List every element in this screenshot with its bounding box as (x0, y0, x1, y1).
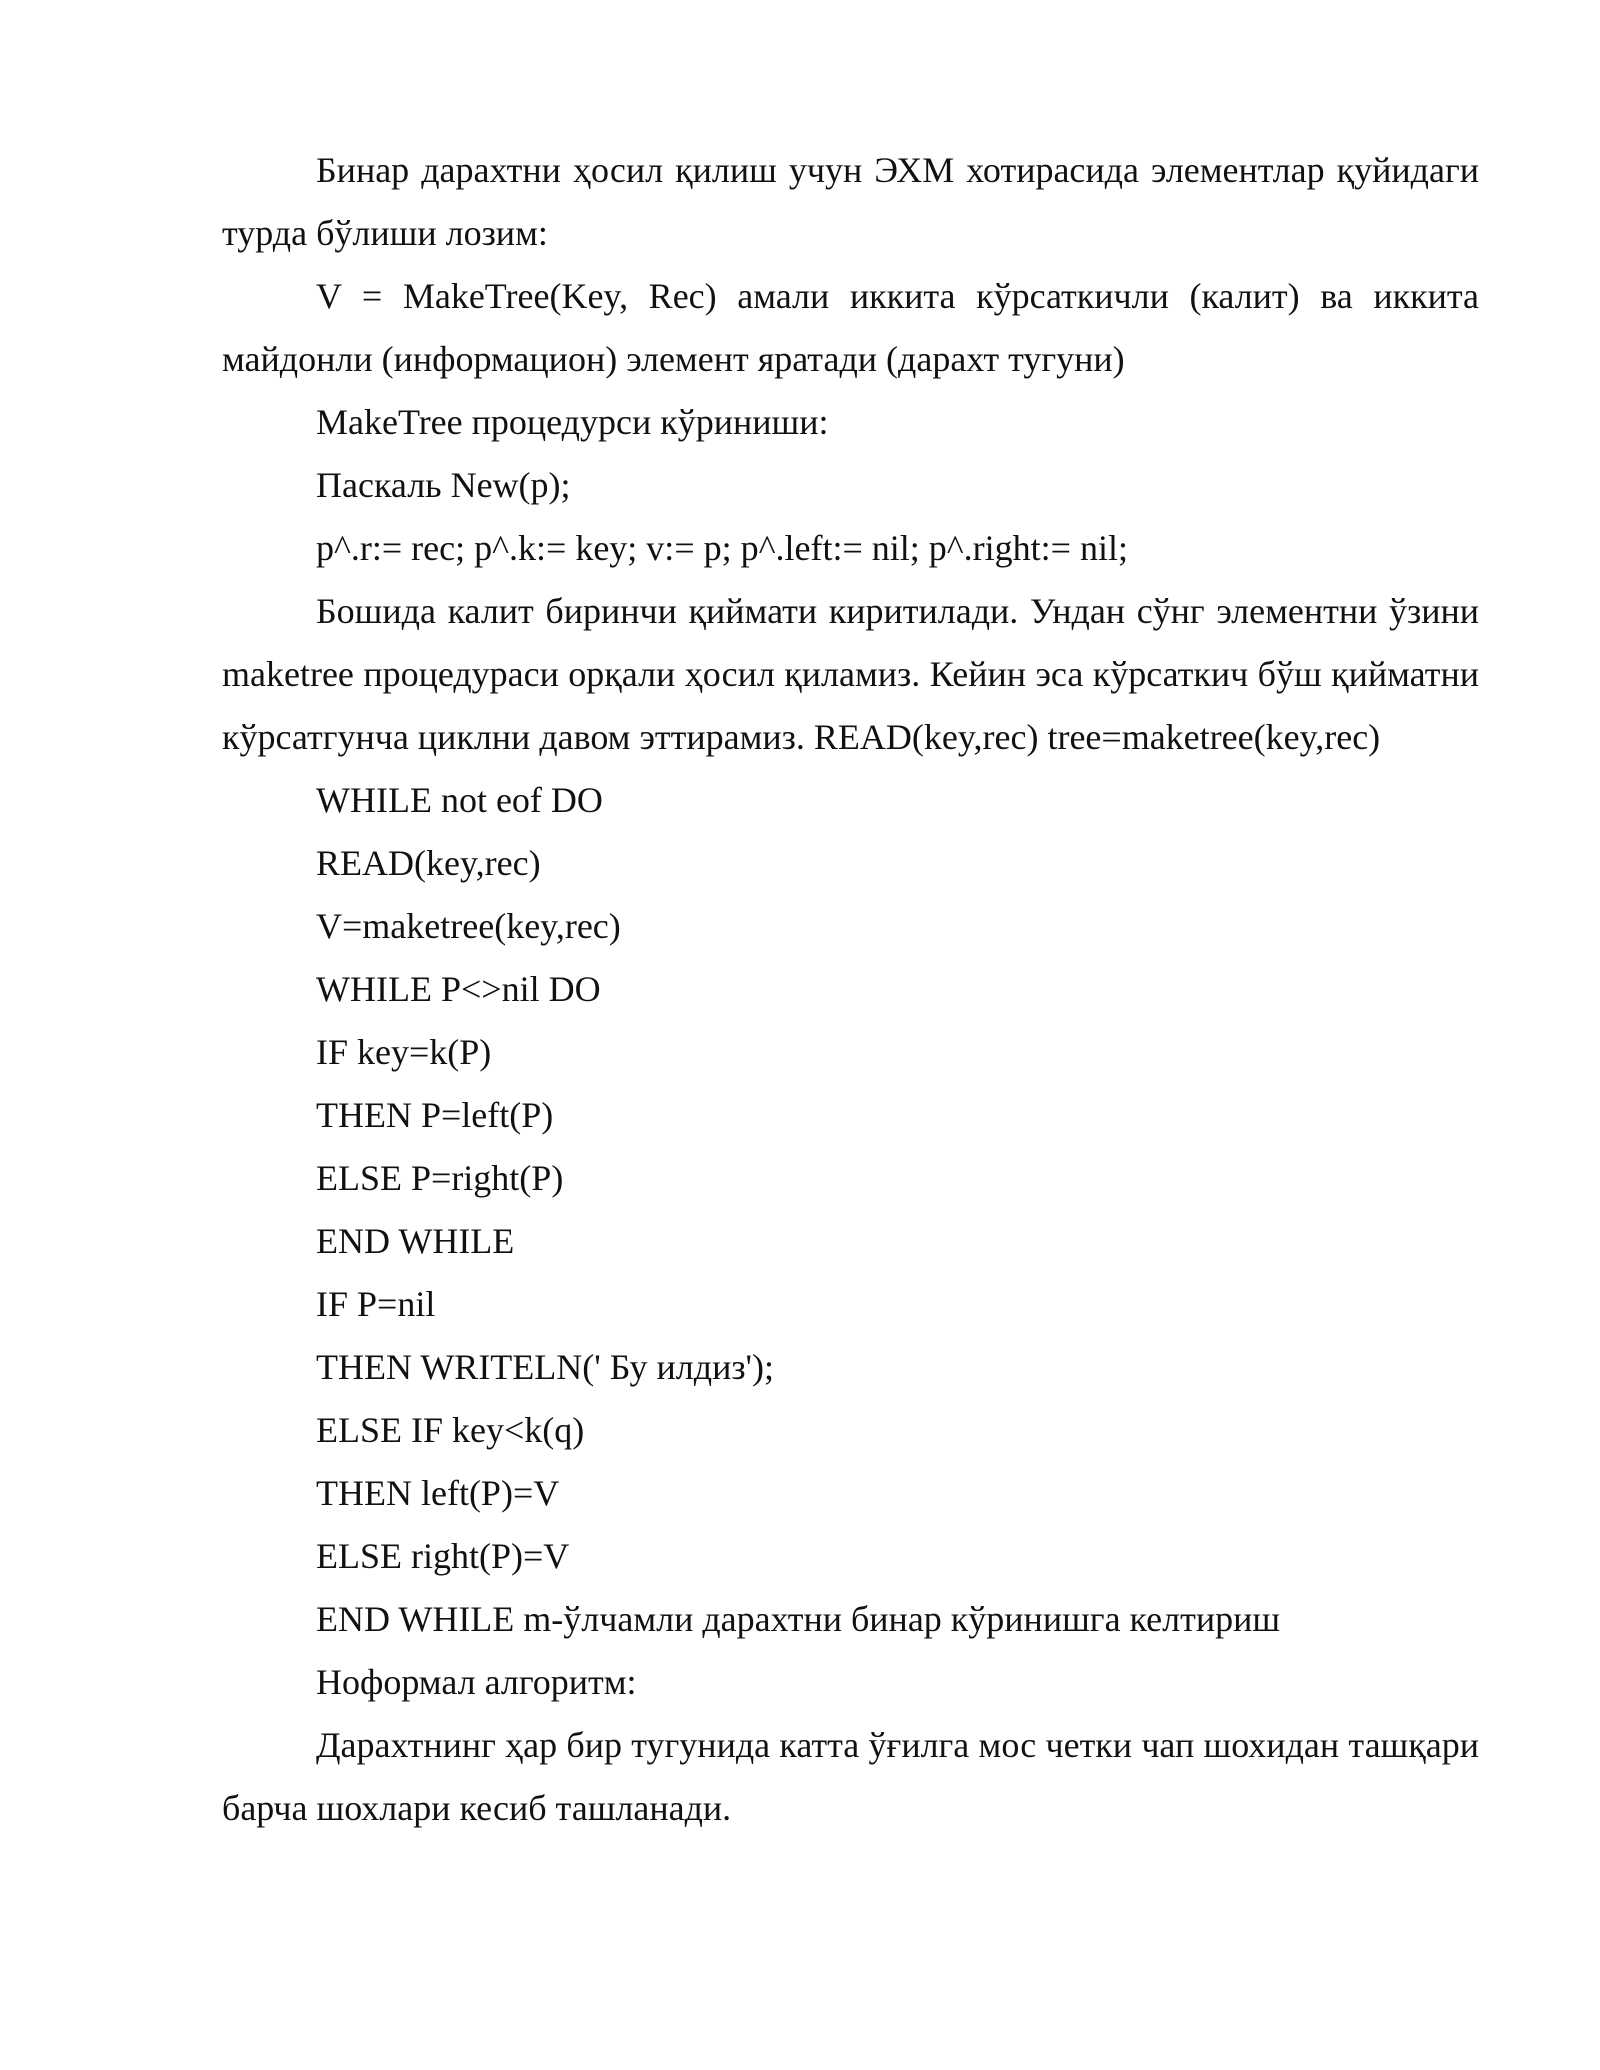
paragraph: Бинар дарахтни ҳосил қилиш учун ЭХМ хотирасида элементлар қуйидаги турда бўлиши лозим: (222, 150, 1479, 253)
text-line: MakeTree процедурси кўриниши: (316, 402, 829, 442)
code-line: WHILE P<>nil DO (316, 969, 601, 1009)
code-line: THEN WRITELN(' Бу илдиз'); (316, 1347, 775, 1387)
code-line: V=maketree(key,rec) (316, 906, 621, 946)
code-line: IF P=nil (316, 1284, 436, 1324)
paragraph: V = MakeTree(Key, Rec) амали иккита кўрсаткичли (калит) ва иккита майдонли (информацион) элемент яратади (дарахт тугуни) (222, 276, 1479, 379)
text-line: Паскаль New(p); (316, 465, 571, 505)
code-line: ELSE right(P)=V (316, 1536, 570, 1576)
code-line: IF key=k(P) (316, 1032, 492, 1072)
code-line: WHILE not eof DO (316, 780, 603, 820)
paragraph: Бошида калит биринчи қиймати киритилади. Ундан сўнг элементни ўзини maketree процедураси орқали ҳосил қиламиз. Кейин эса кўрсаткич бўш қийматни кўрсатгунча циклни давом эттирамиз. READ(key,rec) tree=maketree(key,rec) (222, 591, 1479, 757)
code-line: THEN left(P)=V (316, 1473, 560, 1513)
text-line: Ноформал алгоритм: (316, 1662, 637, 1702)
code-line: READ(key,rec) (316, 843, 541, 883)
code-line: END WHILE (316, 1221, 515, 1261)
code-line: p^.r:= rec; p^.k:= key; v:= p; p^.left:= nil; p^.right:= nil; (316, 528, 1128, 568)
text-line: END WHILE m-ўлчамли дарахтни бинар кўринишга келтириш (316, 1599, 1281, 1639)
code-line: THEN P=left(P) (316, 1095, 554, 1135)
code-line: ELSE P=right(P) (316, 1158, 564, 1198)
document-body (222, 139, 1479, 1840)
paragraph: Дарахтнинг ҳар бир тугунида катта ўғилга мос четки чап шохидан ташқари барча шохлари кесиб ташланади. (222, 1725, 1479, 1828)
code-line: ELSE IF key<k(q) (316, 1410, 585, 1450)
